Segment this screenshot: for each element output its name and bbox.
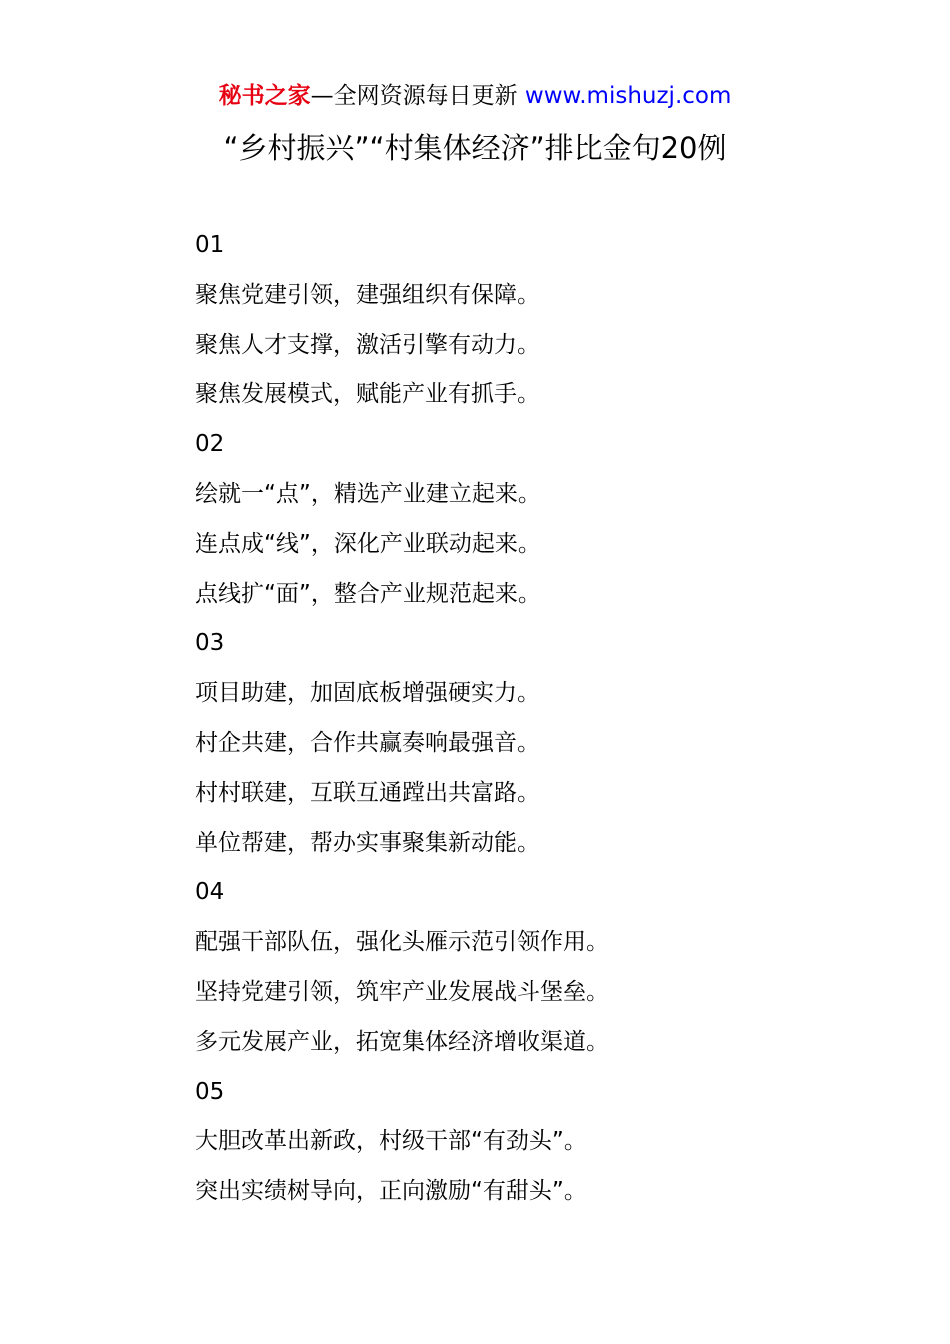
sentence-line: 多元发展产业，拓宽集体经济增收渠道。 <box>195 1028 609 1055</box>
sentence-line: 单位帮建，帮办实事聚集新动能。 <box>195 829 540 856</box>
sentence-line: 项目助建，加固底板增强硬实力。 <box>195 680 540 707</box>
section-number: 01 <box>195 232 225 258</box>
sentence-line: 点线扩“面”，整合产业规范起来。 <box>195 580 541 607</box>
sentence-line: 连点成“线”，深化产业联动起来。 <box>195 530 541 557</box>
sentence-line: 聚焦党建引领，建强组织有保障。 <box>195 281 540 308</box>
section-number: 04 <box>195 879 225 906</box>
site-url-link[interactable]: www.mishuzj.com <box>524 83 732 109</box>
document-body <box>195 227 895 1223</box>
site-header <box>0 80 950 112</box>
section-number: 02 <box>195 431 225 458</box>
sentence-line: 坚持党建引领，筑牢产业发展战斗堡垒。 <box>195 978 609 1005</box>
sentence-line: 绘就一“点”，精选产业建立起来。 <box>195 480 541 507</box>
sentence-line: 大胆改革出新政，村级干部“有劲头”。 <box>195 1128 587 1155</box>
section-number: 03 <box>195 630 225 657</box>
sentence-line: 突出实绩树导向，正向激励“有甜头”。 <box>195 1178 587 1205</box>
section-number: 05 <box>195 1078 225 1105</box>
sentence-line: 村企共建，合作共赢奏响最强音。 <box>195 729 540 756</box>
sentence-line: 聚焦发展模式，赋能产业有抓手。 <box>195 381 540 408</box>
sentence-line: 配强干部队伍，强化头雁示范引领作用。 <box>195 929 609 956</box>
brand-name: 秘书之家 <box>218 83 311 109</box>
header-tagline: —全网资源每日更新 <box>310 83 518 109</box>
sentence-line: 聚焦人才支撑，激活引擎有动力。 <box>195 331 540 358</box>
document-title: “乡村振兴”“村集体经济”排比金句20例 <box>223 131 727 165</box>
sentence-line: 村村联建，互联互通蹚出共富路。 <box>195 779 540 806</box>
